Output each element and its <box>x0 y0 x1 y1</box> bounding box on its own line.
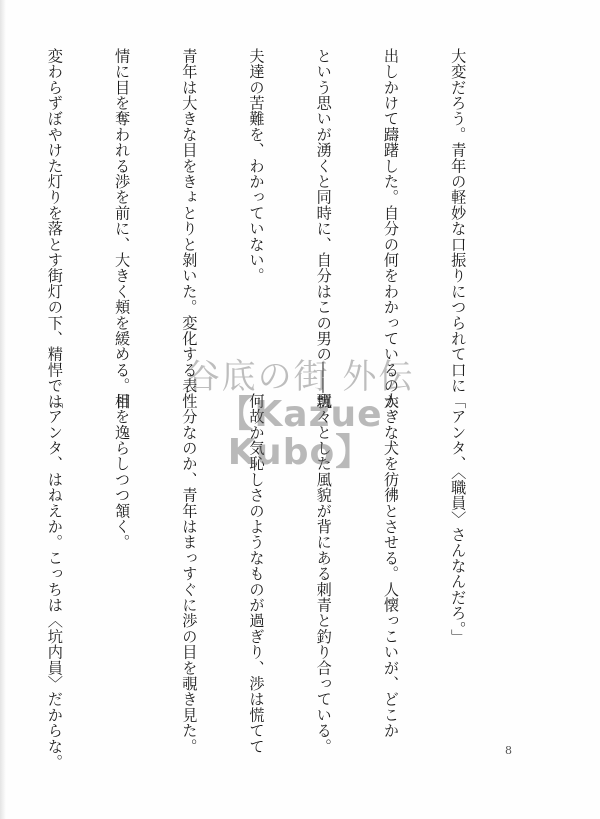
text-line: 変わらずぼやけた灯りを落とす街灯の下、精悍では <box>45 48 64 410</box>
text-line: 「アンタ、〈職員〉さんなんだろ。」 <box>449 393 468 645</box>
text-line: 大変だろう。青年の軽妙な口振りにつられて口に <box>449 48 468 394</box>
text-line: 目を逸らしつつ頷く。 <box>113 393 132 550</box>
text-line: 青年は大きな目をきょとりと剝いた。変化する表 <box>180 48 199 394</box>
text-line: 「アンタ、はねえか。こっちは〈坑内員〉だからな。 <box>45 393 64 770</box>
text-line: 性分なのか、青年はまっすぐに渉の目を覗き見た。 <box>180 393 199 755</box>
text-line: 飄々とした風貌が背にある刺青と釣り合っている。 <box>314 393 333 755</box>
text-line: 情に目を奪われる渉を前に、大きく頬を緩める。相 <box>113 48 132 410</box>
text-line: 出しかけて躊躇した。自分の何をわかっているのか、 <box>381 48 400 425</box>
text-line: 大きな犬を彷彿とさせる。人懐っこいが、どこか <box>381 393 400 739</box>
text-line: 夫達の苦難を、わかっていない。 <box>247 48 266 284</box>
page-number: 8 <box>505 744 512 757</box>
watermark-author: 【Kazue Kubo】 <box>217 394 383 473</box>
lower-text-block <box>0 393 514 770</box>
watermark-title: 谷底の街 外伝 <box>185 357 415 397</box>
text-line: という思いが湧くと同時に、自分はこの男の――坑 <box>314 48 333 410</box>
text-line: 何故か気恥しさのようなものが過ぎり、渉は慌てて <box>247 393 266 755</box>
